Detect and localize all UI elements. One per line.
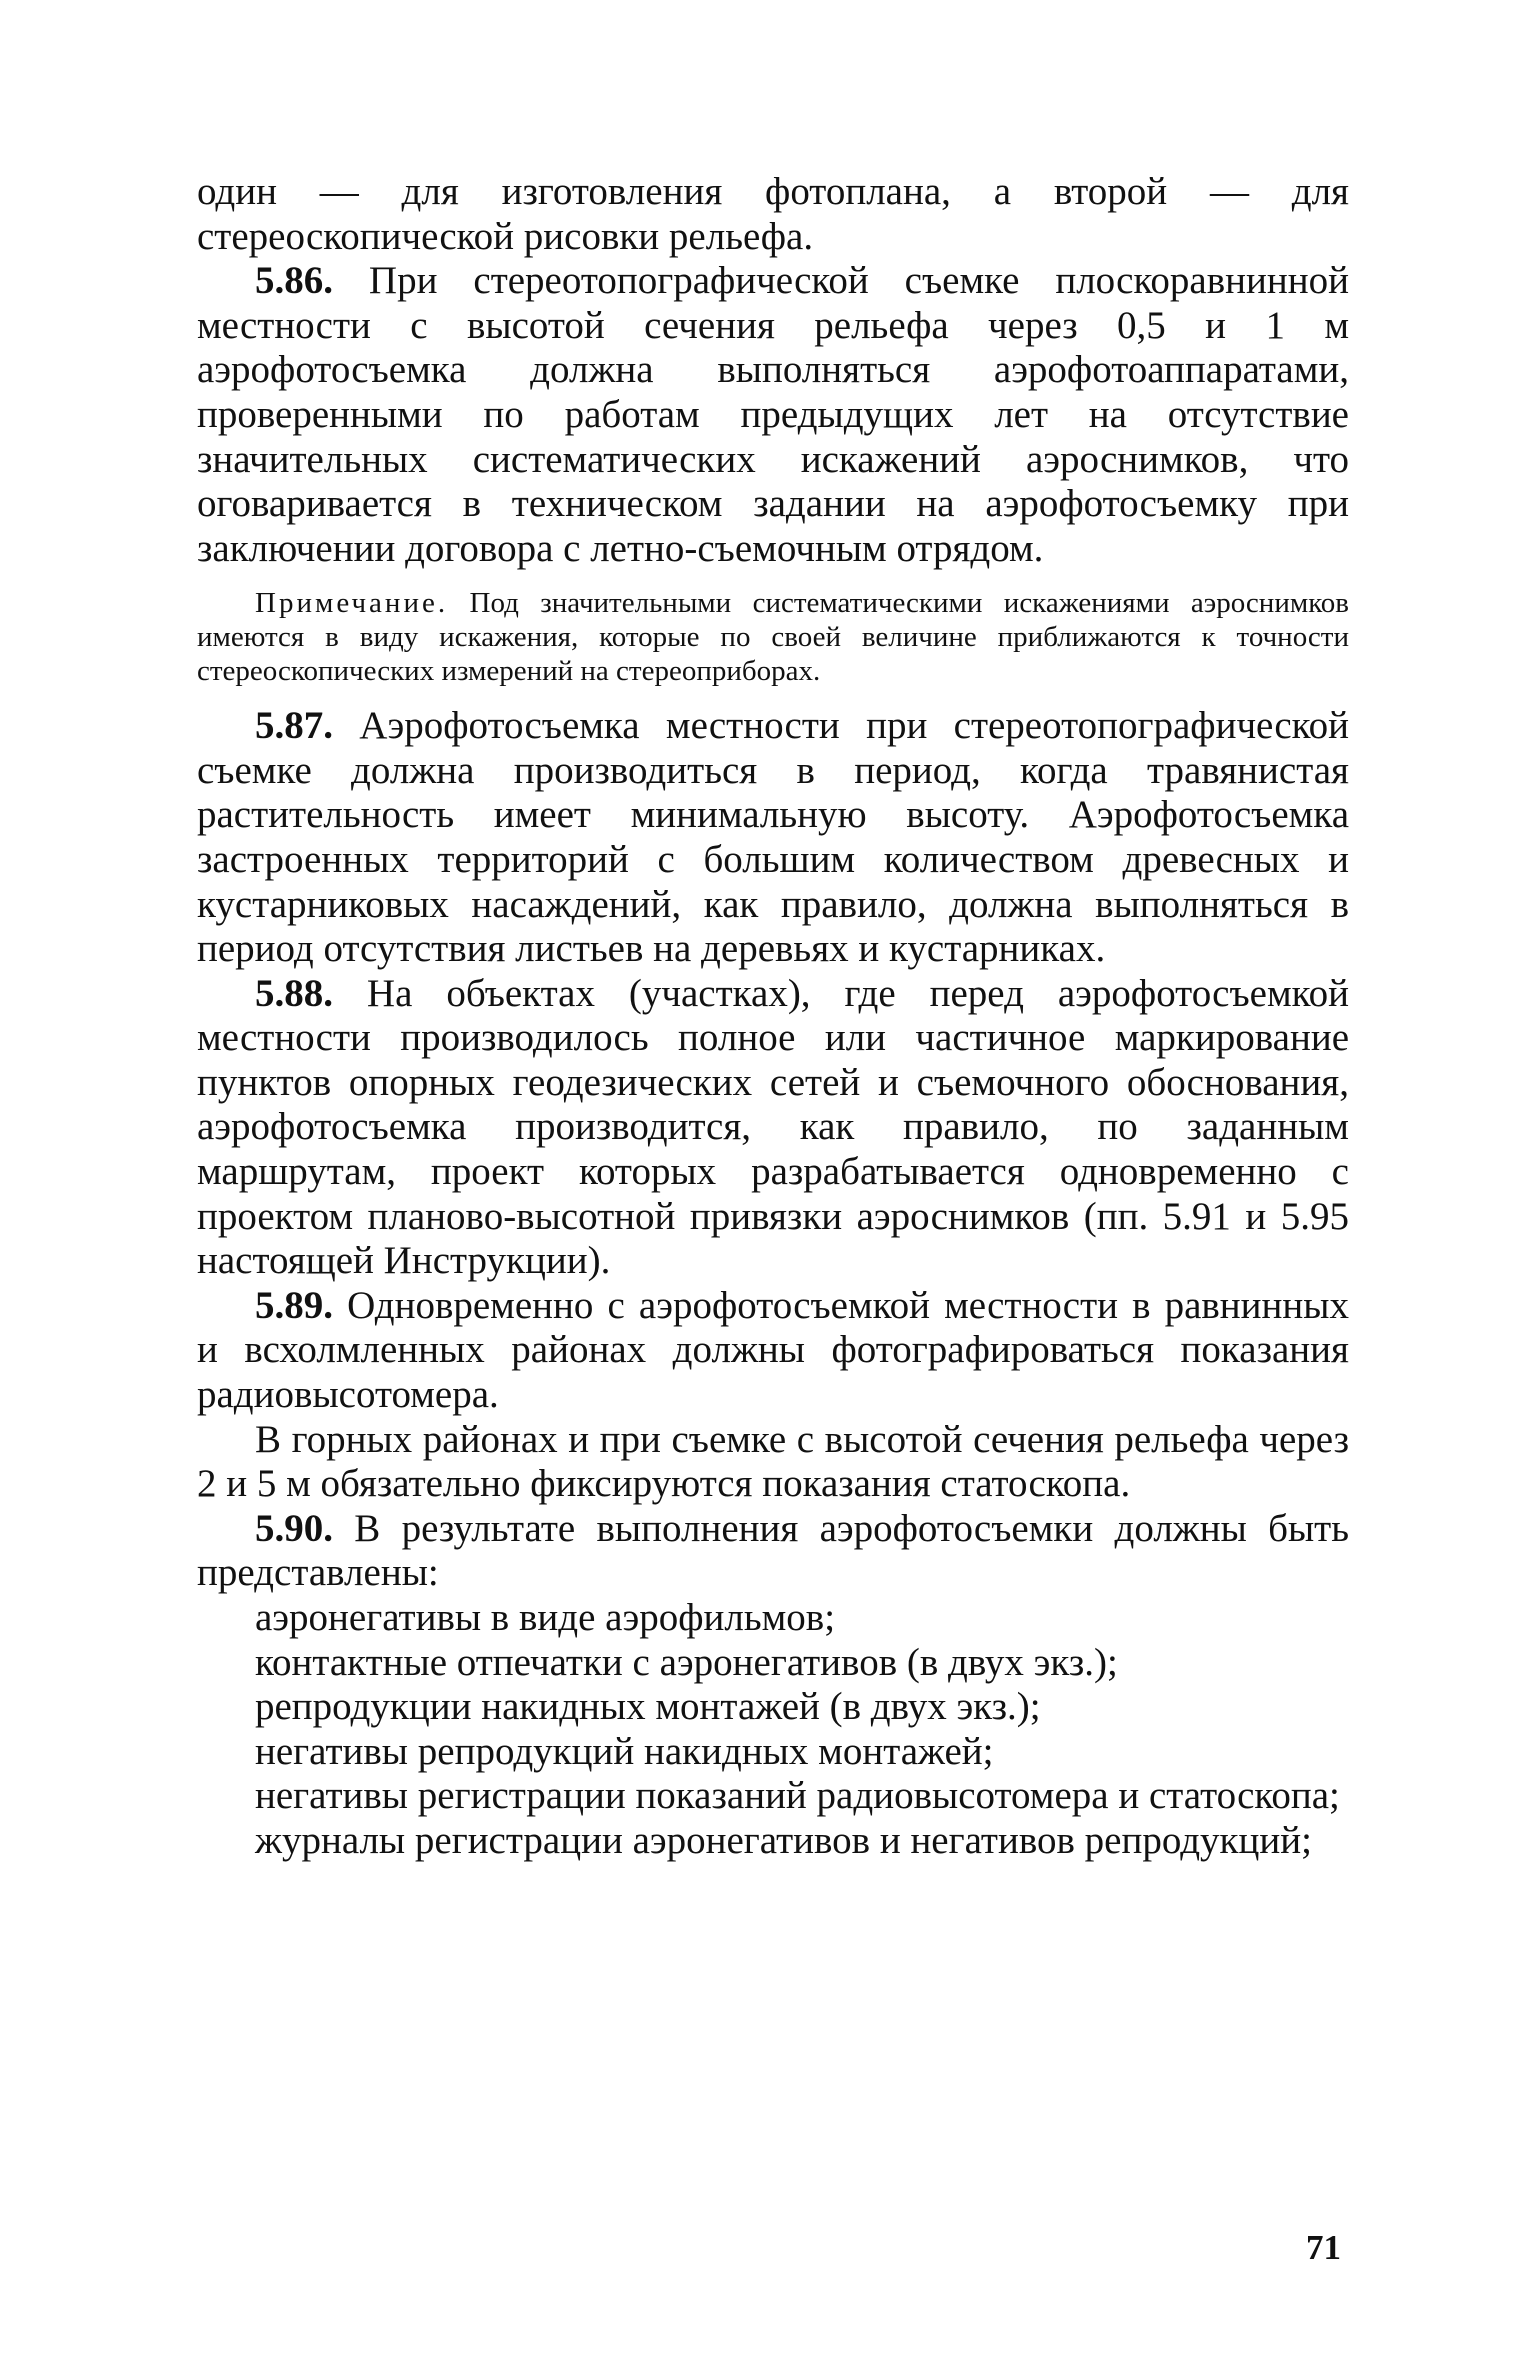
clause-text: Аэрофотосъемка местности при стереотопографической съемке должна производиться в период, когда травянистая растительность имеет минимальную высоту. Аэрофотосъемка застроенных территорий с большим количеством древесных и кустарниковых насаждений, как правило, должна выполняться в период отсутствия листьев на деревьях и кустарниках. (197, 704, 1349, 971)
intro-paragraph: один — для изготовления фотоплана, а второй — для стереоскопической рисовки рельефа. (197, 170, 1349, 258)
clause-number: 5.86. (255, 259, 333, 303)
list-item: негативы регистрации показаний радиовысотомера и статоскопа; (255, 1774, 1340, 1818)
list-item: репродукции накидных монтажей (в двух экз.); (255, 1685, 1041, 1729)
list-item: журналы регистрации аэронегативов и негативов репродукций; (255, 1818, 1312, 1862)
clause-5-89 (197, 1284, 1349, 1418)
clause-number: 5.90. (255, 1506, 333, 1550)
clause-text: Одновременно с аэрофотосъемкой местности в равнинных и всхолмленных районах должны фотографироваться показания радиовысотомера. (197, 1283, 1349, 1417)
note-text: Под значительными систематическими искажениями аэроснимков имеются в виду искажения, которые по своей величине приближаются к точности стереоскопических измерений на стереоприборах. (197, 587, 1349, 687)
deliverables-list (197, 1596, 1349, 1864)
note-paragraph (197, 587, 1349, 688)
note-label: Примечание. (255, 587, 449, 620)
clause-5-90 (197, 1507, 1349, 1596)
clause-5-86 (197, 259, 1349, 571)
clause-5-87 (197, 704, 1349, 972)
list-item: негативы репродукций накидных монтажей; (255, 1729, 994, 1773)
document-page (197, 170, 1349, 1864)
list-item: аэронегативы в виде аэрофильмов; (255, 1596, 836, 1639)
clause-number: 5.88. (255, 971, 333, 1015)
page-number: 71 (1306, 2228, 1341, 2267)
clause-number: 5.89. (255, 1283, 333, 1327)
clause-text: При стереотопографической съемке плоскоравнинной местности с высотой сечения рельефа через 0,5 и 1 м аэрофотосъемка должна выполняться аэрофотоаппаратами, проверенными по работам предыдущих лет на отсутствие значительных систематических искажений аэроснимков, что оговаривается в техническом задании на аэрофотосъемку при заключении договора с летно-съемочным отрядом. (197, 259, 1349, 570)
clause-5-88 (197, 972, 1349, 1284)
clause-text: В результате выполнения аэрофотосъемки должны быть представлены: (197, 1506, 1349, 1595)
clause-number: 5.87. (255, 704, 333, 748)
list-item: контактные отпечатки с аэронегативов (в двух экз.); (255, 1640, 1118, 1684)
clause-text: На объектах (участках), где перед аэрофотосъемкой местности производилось полное или частичное маркирование пунктов опорных геодезических сетей и съемочного обоснования, аэрофотосъемка производится, как правило, по заданным маршрутам, проект которых разрабатывается одновременно с проектом планово-высотной привязки аэроснимков (пп. 5.91 и 5.95 настоящей Инструкции). (197, 971, 1349, 1283)
clause-5-89-continuation: В горных районах и при съемке с высотой сечения рельефа через 2 и 5 м обязательно фиксируются показания статоскопа. (197, 1417, 1349, 1506)
